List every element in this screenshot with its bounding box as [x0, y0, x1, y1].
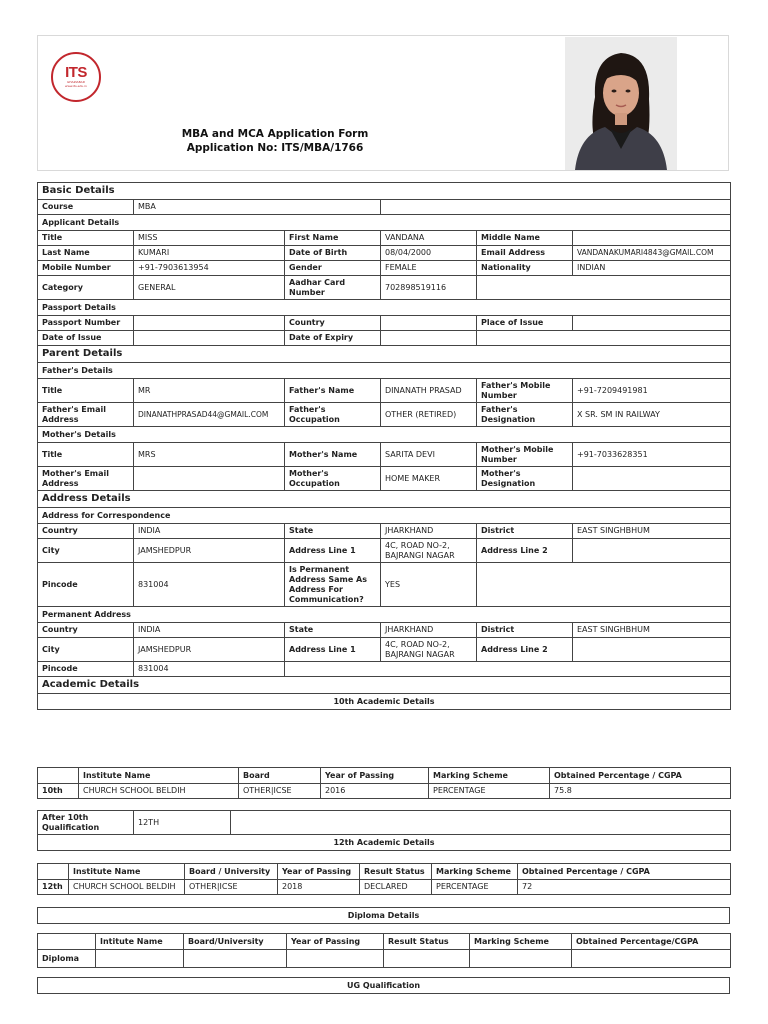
twelfth-table	[37, 863, 731, 895]
perm-pincode-label: Pincode	[38, 662, 134, 677]
diploma-level: Diploma	[38, 950, 96, 968]
middle-name-value	[573, 231, 731, 246]
diploma-col-status: Result Status	[384, 934, 470, 950]
empty-cell	[477, 563, 731, 607]
applicant-photo-image	[565, 37, 677, 170]
application-number: Application No: ITS/MBA/1766	[186, 141, 364, 154]
father-mobile-label: Father's Mobile Number	[477, 379, 573, 403]
nationality-label: Nationality	[477, 261, 573, 276]
applicant-details-heading: Applicant Details	[38, 215, 731, 231]
mother-occupation-value: HOME MAKER	[381, 467, 477, 491]
country-label: Country	[38, 524, 134, 539]
twelfth-pct: 72	[518, 880, 731, 895]
mother-details-heading: Mother's Details	[38, 427, 731, 443]
pincode-label: Pincode	[38, 563, 134, 607]
mother-occupation-label: Mother's Occupation	[285, 467, 381, 491]
form-header	[37, 35, 729, 171]
correspondence-address-heading: Address for Correspondence	[38, 508, 731, 524]
twelfth-scheme: PERCENTAGE	[432, 880, 518, 895]
last-name-value: KUMARI	[134, 246, 285, 261]
parent-details-heading: Parent Details	[38, 346, 731, 363]
twelfth-status: DECLARED	[360, 880, 432, 895]
email-value: VANDANAKUMARI4843@GMAIL.COM	[573, 246, 731, 261]
perm-country-value: INDIA	[134, 623, 285, 638]
empty-cell	[231, 811, 731, 835]
perm-state-label: State	[285, 623, 381, 638]
empty-cell	[381, 200, 731, 215]
tenth-table	[37, 767, 731, 799]
address-line1-value: 4C, ROAD NO-2, BAJRANGI NAGAR	[381, 539, 477, 563]
diploma-details-heading: Diploma Details	[38, 908, 730, 924]
tenth-institute: CHURCH SCHOOL BELDIH	[79, 784, 239, 799]
father-email-label: Father's Email Address	[38, 403, 134, 427]
father-designation-label: Father's Designation	[477, 403, 573, 427]
date-of-expiry-label: Date of Expiry	[285, 331, 381, 346]
twelfth-board: OTHER|ICSE	[185, 880, 278, 895]
logo-subtext: GHAZIABAD	[66, 80, 86, 84]
tenth-col-institute: Institute Name	[79, 768, 239, 784]
father-mobile-value: +91-7209491981	[573, 379, 731, 403]
diploma-col-level	[38, 934, 96, 950]
logo-text: ITS	[65, 64, 87, 81]
mother-email-label: Mother's Email Address	[38, 467, 134, 491]
first-name-label: First Name	[285, 231, 381, 246]
mother-designation-value	[573, 467, 731, 491]
father-occupation-label: Father's Occupation	[285, 403, 381, 427]
email-label: Email Address	[477, 246, 573, 261]
middle-name-label: Middle Name	[477, 231, 573, 246]
address-line2-value	[573, 539, 731, 563]
diploma-col-year: Year of Passing	[287, 934, 384, 950]
twelfth-year: 2018	[278, 880, 360, 895]
perm-address-line2-value	[573, 638, 731, 662]
twelfth-academic-heading: 12th Academic Details	[38, 835, 731, 851]
passport-details-heading: Passport Details	[38, 300, 731, 316]
mother-title-label: Title	[38, 443, 134, 467]
tenth-year: 2016	[321, 784, 429, 799]
mother-title-value: MRS	[134, 443, 285, 467]
twelfth-level: 12th	[38, 880, 69, 895]
after-tenth-label: After 10th Qualification	[38, 811, 134, 835]
dob-label: Date of Birth	[285, 246, 381, 261]
last-name-label: Last Name	[38, 246, 134, 261]
twelfth-col-board: Board / University	[185, 864, 278, 880]
passport-country-label: Country	[285, 316, 381, 331]
mother-mobile-value: +91-7033628351	[573, 443, 731, 467]
tenth-col-year: Year of Passing	[321, 768, 429, 784]
tenth-board: OTHER|ICSE	[239, 784, 321, 799]
place-of-issue-value	[573, 316, 731, 331]
perm-address-line2-label: Address Line 2	[477, 638, 573, 662]
diploma-col-board: Board/University	[184, 934, 287, 950]
father-details-heading: Father's Details	[38, 363, 731, 379]
category-value: GENERAL	[134, 276, 285, 300]
dob-value: 08/04/2000	[381, 246, 477, 261]
same-address-value: YES	[381, 563, 477, 607]
gender-label: Gender	[285, 261, 381, 276]
empty-cell	[477, 331, 731, 346]
address-line2-label: Address Line 2	[477, 539, 573, 563]
passport-country-value	[381, 316, 477, 331]
gender-value: FEMALE	[381, 261, 477, 276]
tenth-level: 10th	[38, 784, 79, 799]
mother-name-label: Mother's Name	[285, 443, 381, 467]
twelfth-col-level	[38, 864, 69, 880]
course-value: MBA	[134, 200, 381, 215]
mobile-value: +91-7903613954	[134, 261, 285, 276]
twelfth-col-year: Year of Passing	[278, 864, 360, 880]
diploma-scheme	[470, 950, 572, 968]
tenth-col-scheme: Marking Scheme	[429, 768, 550, 784]
mother-mobile-label: Mother's Mobile Number	[477, 443, 573, 467]
passport-number-label: Passport Number	[38, 316, 134, 331]
father-name-value: DINANATH PRASAD	[381, 379, 477, 403]
father-designation-value: X SR. SM IN RAILWAY	[573, 403, 731, 427]
perm-city-value: JAMSHEDPUR	[134, 638, 285, 662]
same-address-label: Is Permanent Address Same As Address For Communication?	[285, 563, 381, 607]
address-details-heading: Address Details	[38, 491, 731, 508]
father-title-label: Title	[38, 379, 134, 403]
tenth-scheme: PERCENTAGE	[429, 784, 550, 799]
perm-state-value: JHARKHAND	[381, 623, 477, 638]
nationality-value: INDIAN	[573, 261, 731, 276]
country-value: INDIA	[134, 524, 285, 539]
perm-address-line1-label: Address Line 1	[285, 638, 381, 662]
basic-details-heading: Basic Details	[38, 183, 731, 200]
city-value: JAMSHEDPUR	[134, 539, 285, 563]
form-title: MBA and MCA Application Form	[181, 128, 369, 140]
perm-city-label: City	[38, 638, 134, 662]
perm-country-label: Country	[38, 623, 134, 638]
district-label: District	[477, 524, 573, 539]
applicant-photo	[565, 37, 677, 170]
father-email-value: DINANATHPRASAD44@GMAIL.COM	[134, 403, 285, 427]
state-label: State	[285, 524, 381, 539]
diploma-col-pct: Obtained Percentage/CGPA	[572, 934, 731, 950]
place-of-issue-label: Place of Issue	[477, 316, 573, 331]
mother-designation-label: Mother's Designation	[477, 467, 573, 491]
mother-email-value	[134, 467, 285, 491]
title-label: Title	[38, 231, 134, 246]
tenth-academic-heading: 10th Academic Details	[38, 694, 731, 710]
father-name-label: Father's Name	[285, 379, 381, 403]
diploma-status	[384, 950, 470, 968]
its-logo	[51, 52, 101, 102]
diploma-table	[37, 933, 731, 968]
tenth-col-level	[38, 768, 79, 784]
twelfth-institute: CHURCH SCHOOL BELDIH	[69, 880, 185, 895]
diploma-heading-table	[37, 907, 730, 924]
logo-url: www.its.edu.in	[65, 84, 87, 88]
state-value: JHARKHAND	[381, 524, 477, 539]
twelfth-col-status: Result Status	[360, 864, 432, 880]
mother-name-value: SARITA DEVI	[381, 443, 477, 467]
diploma-institute	[96, 950, 184, 968]
title-value: MISS	[134, 231, 285, 246]
ug-heading-table	[37, 977, 730, 994]
passport-number-value	[134, 316, 285, 331]
diploma-pct	[572, 950, 731, 968]
perm-address-line1-value: 4C, ROAD NO-2, BAJRANGI NAGAR	[381, 638, 477, 662]
perm-district-value: EAST SINGHBHUM	[573, 623, 731, 638]
pincode-value: 831004	[134, 563, 285, 607]
first-name-value: VANDANA	[381, 231, 477, 246]
empty-cell	[477, 276, 731, 300]
tenth-col-pct: Obtained Percentage / CGPA	[550, 768, 731, 784]
twelfth-col-scheme: Marking Scheme	[432, 864, 518, 880]
perm-pincode-value: 831004	[134, 662, 285, 677]
academic-details-heading: Academic Details	[38, 677, 731, 694]
tenth-pct: 75.8	[550, 784, 731, 799]
father-title-value: MR	[134, 379, 285, 403]
date-of-issue-value	[134, 331, 285, 346]
address-line1-label: Address Line 1	[285, 539, 381, 563]
city-label: City	[38, 539, 134, 563]
aadhar-label: Aadhar Card Number	[285, 276, 381, 300]
form-title-block	[138, 128, 412, 155]
category-label: Category	[38, 276, 134, 300]
twelfth-col-institute: Institute Name	[69, 864, 185, 880]
course-label: Course	[38, 200, 134, 215]
father-occupation-value: OTHER (RETIRED)	[381, 403, 477, 427]
diploma-board	[184, 950, 287, 968]
diploma-col-scheme: Marking Scheme	[470, 934, 572, 950]
empty-cell	[285, 662, 731, 677]
ug-qualification-heading: UG Qualification	[38, 978, 730, 994]
after-tenth-value: 12TH	[134, 811, 231, 835]
details-table	[37, 182, 731, 710]
perm-district-label: District	[477, 623, 573, 638]
date-of-expiry-value	[381, 331, 477, 346]
twelfth-col-pct: Obtained Percentage / CGPA	[518, 864, 731, 880]
after-tenth-table	[37, 810, 731, 851]
mobile-label: Mobile Number	[38, 261, 134, 276]
permanent-address-heading: Permanent Address	[38, 607, 731, 623]
aadhar-value: 702898519116	[381, 276, 477, 300]
date-of-issue-label: Date of Issue	[38, 331, 134, 346]
diploma-col-institute: Intitute Name	[96, 934, 184, 950]
district-value: EAST SINGHBHUM	[573, 524, 731, 539]
tenth-col-board: Board	[239, 768, 321, 784]
diploma-year	[287, 950, 384, 968]
